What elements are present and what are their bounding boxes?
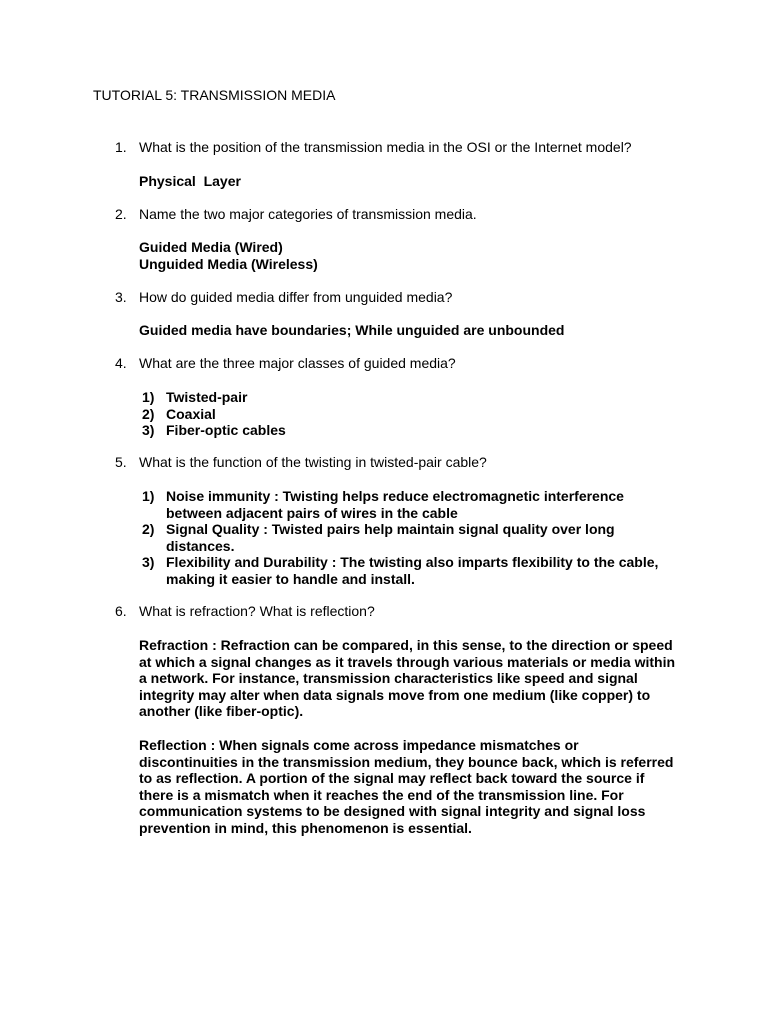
answer-1 <box>139 173 241 190</box>
answer-paragraph: Refraction : Refraction can be compared, in this sense, to the direction or speed at which a signal changes as it travels through various materials or media within a network. For instance, transmission characteristics like speed and signal integrity may alter when data signals move from one medium (like copper) to another (like fiber-optic). <box>139 637 676 719</box>
list-item <box>142 422 672 439</box>
list-item <box>142 488 672 521</box>
list-item-number: 3) <box>142 554 155 570</box>
question-text: What is refraction? What is reflection? <box>139 603 375 619</box>
question-text: What is the position of the transmission media in the OSI or the Internet model? <box>139 139 632 155</box>
question-number: 6. <box>115 603 127 619</box>
list-item-text: Fiber-optic cables <box>166 422 286 438</box>
answer-line: Physical Layer <box>139 173 241 189</box>
answer-4-list <box>142 389 672 439</box>
list-item-text: Coaxial <box>166 405 216 422</box>
question-number: 1. <box>115 139 127 155</box>
list-item-text: Twisted-pair <box>166 389 248 405</box>
list-item-number: 1) <box>142 488 155 504</box>
question-3 <box>115 289 452 306</box>
list-item-text: Noise immunity : Twisting helps reduce electromagnetic interference between adjacent pairs of wires in the cable <box>166 488 624 521</box>
answer-line: Unguided Media (Wireless) <box>139 255 318 272</box>
answer-line: Guided Media (Wired) <box>139 239 283 255</box>
list-item-number: 2) <box>142 521 155 537</box>
answer-2 <box>139 239 318 272</box>
question-1 <box>115 139 632 156</box>
list-item <box>142 554 672 587</box>
question-number: 2. <box>115 206 127 222</box>
question-text: What are the three major classes of guided media? <box>139 355 456 371</box>
question-5 <box>115 454 487 471</box>
question-text: What is the function of the twisting in twisted-pair cable? <box>139 454 487 470</box>
list-item-text: Signal Quality : Twisted pairs help maintain signal quality over long distances. <box>166 521 615 554</box>
answer-paragraph: Reflection : When signals come across impedance mismatches or discontinuities in the transmission medium, they bounce back, which is referred to as reflection. A portion of the signal may reflect back toward the source if there is a mismatch when it reaches the end of the transmission line. For communication systems to be designed with signal integrity and signal loss prevention in mind, this phenomenon is essential. <box>139 737 674 836</box>
question-2 <box>115 206 477 223</box>
question-number: 3. <box>115 289 127 305</box>
answer-5-list <box>142 488 672 587</box>
list-item <box>142 389 672 406</box>
question-text: Name the two major categories of transmission media. <box>139 206 477 222</box>
question-text: How do guided media differ from unguided media? <box>139 289 453 305</box>
page-title: TUTORIAL 5: TRANSMISSION MEDIA <box>93 87 336 103</box>
list-item-number: 2) <box>142 405 155 422</box>
answer-3 <box>139 322 564 339</box>
list-item <box>142 521 672 554</box>
list-item-number: 3) <box>142 422 155 438</box>
answer-6-refraction <box>139 637 679 720</box>
question-number: 5. <box>115 454 127 470</box>
answer-6-reflection <box>139 737 679 836</box>
answer-line: Guided media have boundaries; While unguided are unbounded <box>139 322 565 338</box>
list-item <box>142 406 672 423</box>
question-number: 4. <box>115 355 127 371</box>
question-4 <box>115 355 456 372</box>
list-item-text: Flexibility and Durability : The twisting also imparts flexibility to the cable, making it easier to handle and install. <box>166 554 659 587</box>
question-6 <box>115 603 375 620</box>
list-item-number: 1) <box>142 389 155 405</box>
